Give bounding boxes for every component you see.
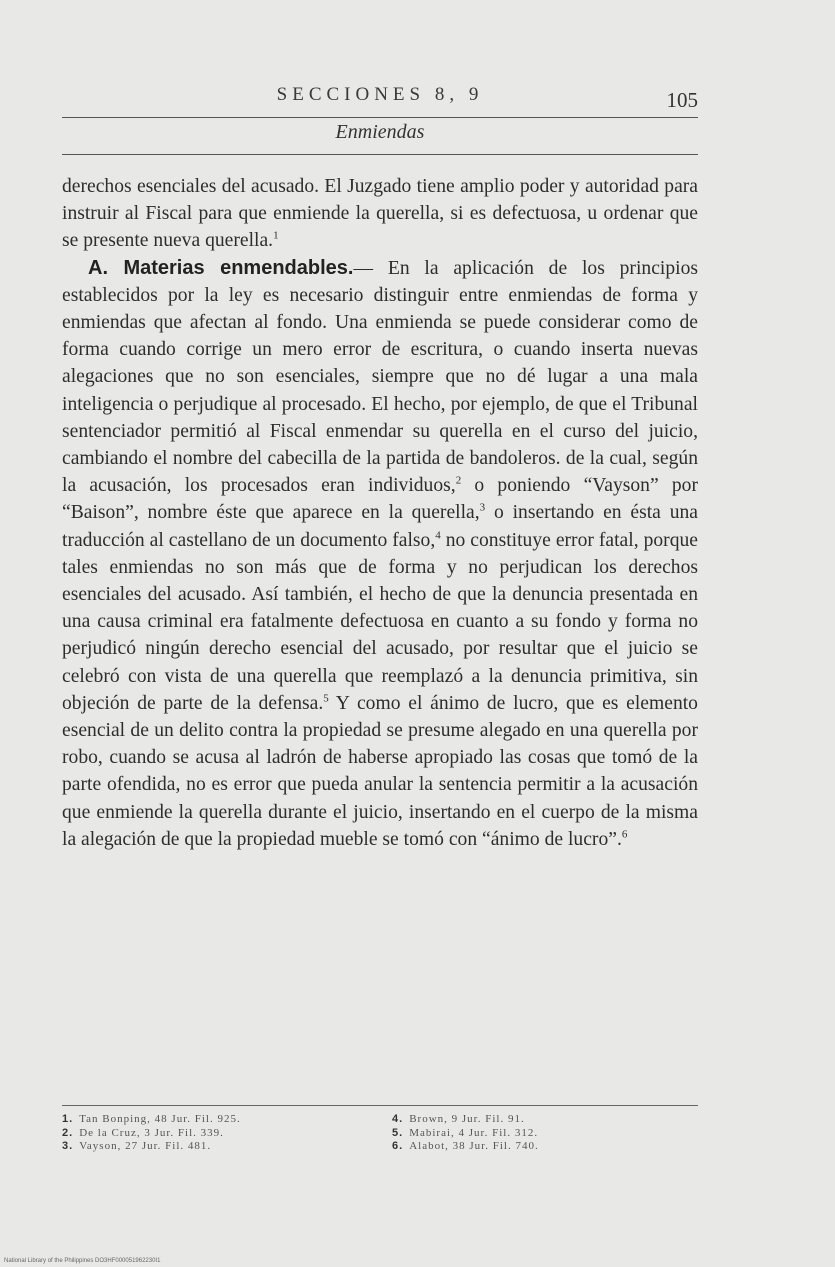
footnote [62,1127,362,1141]
paragraph-2-seg-4: no constituye error fatal, porque tales enmiendas no son más que de forma y no perjudican los derechos esenciales del acusado. Así también, el hecho de que la denuncia presentada en una causa criminal era fatalmente defectuosa en cuanto a su fondo y forma no perjudicó ningún derecho esencial del acusado, por resultar que el juicio se celebró con vista de una querella que reemplazó a la denuncia primitiva, sin objeción de parte de la defensa. [62,529,698,714]
paragraph-2-seg-5: Y como el ánimo de lucro, que es elemento esencial de un delito contra la propiedad se presume alegado en una querella por robo, cuando se acusa al ladrón de haberse apropiado las cosas que tomó de la parte ofendida, no es error que pueda anular la sentencia permitir a la acusación que enmiende la querella durante el juicio, insertando en el cuerpo de la misma la alegación de que la propiedad mueble se tomó con “ánimo de lucro”. [62,692,698,850]
footnote-rule [62,1105,698,1106]
footnotes-left [62,1113,362,1154]
footnote-ref-5: 5 [323,692,329,705]
paragraph-2 [62,255,698,853]
footnote-text: Tan Bonping, 48 Jur. Fil. 925. [79,1113,241,1125]
footnote-number: 5. [392,1126,404,1139]
paragraph-1 [62,173,698,255]
page-header [62,84,698,114]
footnote-ref-2: 2 [455,474,462,487]
footnote [392,1127,692,1141]
footnote-number: 3. [62,1140,74,1152]
paragraph-2-seg-2: o poniendo “Vayson” por “Baison”, nombre éste que aparece en la querella, [62,475,699,524]
page-number: 105 [666,88,698,112]
footnote [62,1140,362,1154]
footnote-ref-3: 3 [479,501,486,514]
footnote-number: 1. [62,1113,74,1125]
footnote-number: 4. [392,1113,404,1125]
header-rule [62,117,698,118]
footnote-text: Vayson, 27 Jur. Fil. 481. [79,1140,212,1152]
footnote-text: Brown, 9 Jur. Fil. 91. [409,1113,525,1125]
footnote-ref-1: 1 [273,229,279,242]
footnote-ref-6: 6 [621,828,628,841]
footnote-ref-4: 4 [435,529,441,542]
paragraph-1-text: derechos esenciales del acusado. El Juzgado tiene amplio poder y autoridad para instruir al Fiscal para que enmiende la querella, si es defectuosa, u ordenar que se presente nueva querella. [62,176,698,252]
footnote [392,1113,692,1127]
section-heading: A. Materias enmendables. [88,256,354,279]
scan-credit: National Library of the Philippines DO3HF000051962230I1 [4,1258,161,1264]
footnote-text: De la Cruz, 3 Jur. Fil. 339. [79,1126,224,1139]
subtitle-rule [62,154,698,155]
paragraph-2-seg-1: — En la aplicación de los principios establecidos por la ley es necesario distinguir entre enmiendas de forma y enmiendas que afectan al fondo. Una enmienda se puede considerar como de forma cuando corrige un mero error de escritura, o cuando inserta nuevas alegaciones que no son esenciales, siempre que no dé lugar a una mala inteligencia o perjudique al procesado. El hecho, por ejemplo, de que el Tribunal sentenciador permitió al Fiscal enmendar su querella en el curso del juicio, cambiando el nombre del cabecilla de la partida de bandoleros. de la cual, según la acusación, los procesados eran individuos, [62,257,698,497]
footnote [392,1140,692,1154]
footnotes-right [392,1113,692,1154]
footnote-number: 6. [392,1140,404,1152]
footnote [62,1113,362,1127]
body-text [62,173,698,853]
section-subtitle: Enmiendas [335,121,425,143]
footnote-number: 2. [62,1126,74,1139]
footnote-text: Alabot, 38 Jur. Fil. 740. [409,1140,539,1152]
paragraph-2-seg-3: o insertando en ésta una traducción al castellano de un documento falso, [62,502,698,551]
running-title: SECCIONES 8, 9 [276,84,484,105]
footnote-text: Mabirai, 4 Jur. Fil. 312. [409,1126,539,1139]
